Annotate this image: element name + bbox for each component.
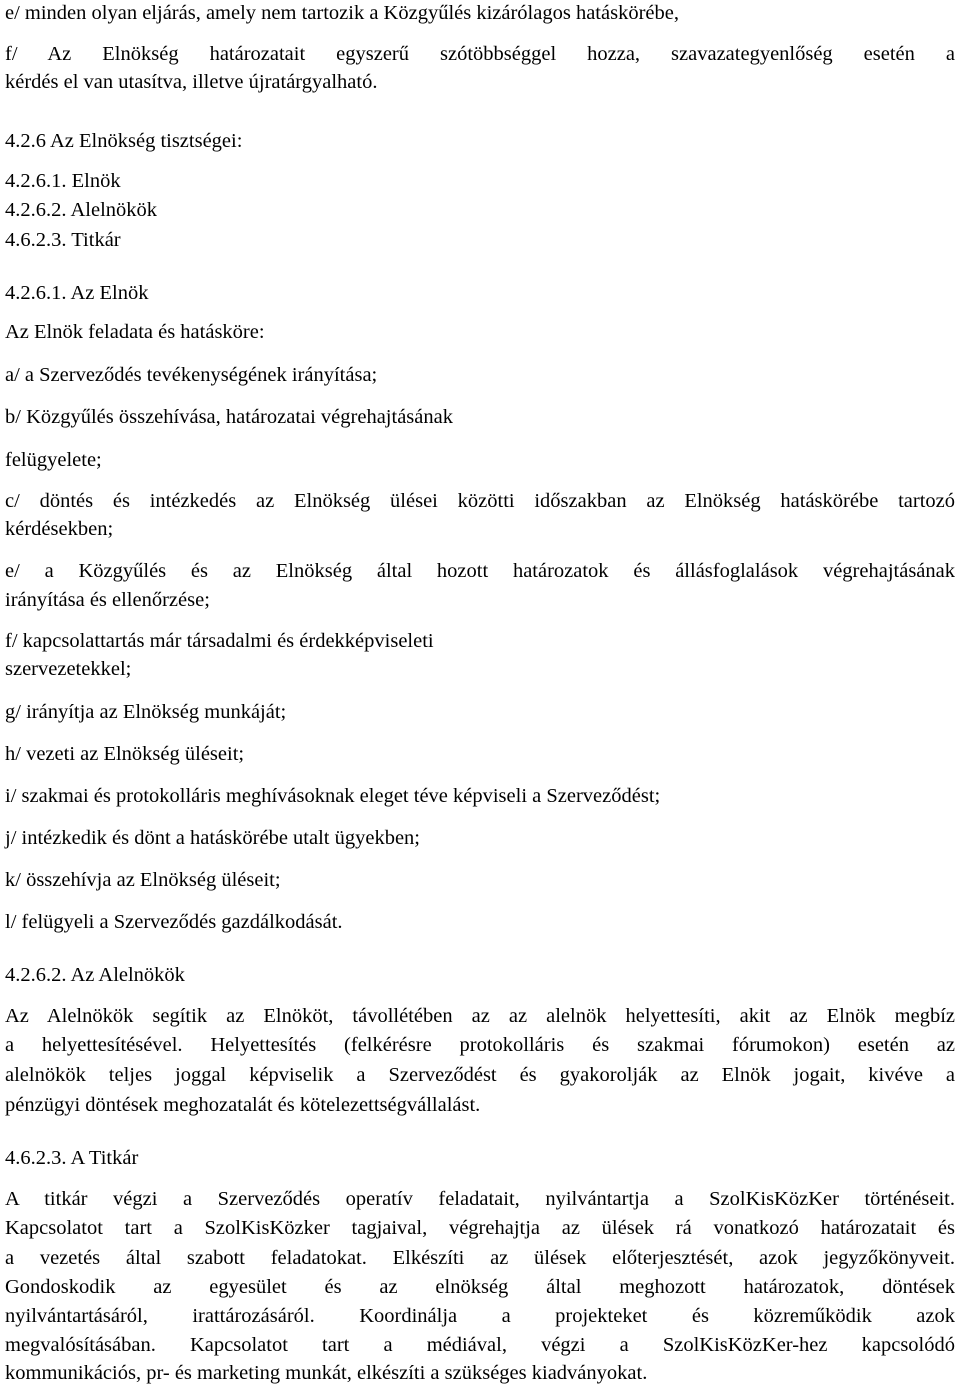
paragraph-line: Gondoskodik az egyesület és az elnökség által meghozott határozatok, döntések <box>5 1276 955 1298</box>
section-heading: 4.2.6.2. Az Alelnökök <box>5 964 185 986</box>
list-item: l/ felügyeli a Szerveződés gazdálkodását. <box>5 911 343 933</box>
list-item: f/ kapcsolattartás már társadalmi és érdekképviseleti <box>5 630 434 652</box>
list-item: g/ irányítja az Elnökség munkáját; <box>5 701 287 723</box>
list-item: 4.6.2.3. Titkár <box>5 229 121 251</box>
list-item: a/ a Szerveződés tevékenységének irányítása; <box>5 364 378 386</box>
text-line: felügyelete; <box>5 449 102 471</box>
section-heading: 4.2.6.1. Az Elnök <box>5 282 149 304</box>
list-item: k/ összehívja az Elnökség üléseit; <box>5 869 281 891</box>
text-line: szervezetekkel; <box>5 658 132 680</box>
section-heading: 4.2.6 Az Elnökség tisztségei: <box>5 130 243 152</box>
text-line: kérdés el van utasítva, illetve újratárgyalható. <box>5 71 378 93</box>
list-item: i/ szakmai és protokolláris meghívásoknak eleget téve képviseli a Szerveződést; <box>5 785 661 807</box>
paragraph-line: pénzügyi döntések meghozatalát és kötelezettségvállalást. <box>5 1094 481 1116</box>
list-item: j/ intézkedik és dönt a hatáskörébe utalt ügyekben; <box>5 827 420 849</box>
list-item: h/ vezeti az Elnökség üléseit; <box>5 743 245 765</box>
paragraph-line: kommunikációs, pr- és marketing munkát, elkészíti a szükséges kiadványokat. <box>5 1362 648 1384</box>
paragraph-line: Kapcsolatot tart a SzolKisKözker tagjaival, végrehajtja az ülések rá vonatkozó határozatait és <box>5 1217 955 1239</box>
paragraph-line: alelnökök teljes joggal képviselik a Szerveződést és gyakorolják az Elnök jogait, kivéve a <box>5 1064 955 1086</box>
list-item: b/ Közgyűlés összehívása, határozatai végrehajtásának <box>5 406 453 428</box>
paragraph-line: nyilvántartásáról, irattározásáról. Koordinálja a projekteket és közreműködik azok <box>5 1305 955 1327</box>
text-line: f/ Az Elnökség határozatait egyszerű szótöbbséggel hozza, szavazategyenlőség esetén a <box>5 43 955 65</box>
text-line: e/ minden olyan eljárás, amely nem tartozik a Közgyűlés kizárólagos hatáskörébe, <box>5 2 679 24</box>
text-line: irányítása és ellenőrzése; <box>5 589 210 611</box>
paragraph-line: megvalósításában. Kapcsolatot tart a médiával, végzi a SzolKisKözKer-hez kapcsolódó <box>5 1334 955 1356</box>
paragraph-line: Az Alelnökök segítik az Elnököt, távollétében az az alelnök helyettesíti, akit az Elnök megbíz <box>5 1005 955 1027</box>
section-heading: 4.6.2.3. A Titkár <box>5 1147 139 1169</box>
list-item: e/ a Közgyűlés és az Elnökség által hozott határozatok és állásfoglalások végrehajtásának <box>5 560 955 582</box>
paragraph-line: a helyettesítésével. Helyettesítés (felkérésre protokolláris és szakmai fórumokon) esetén az <box>5 1034 955 1056</box>
list-item: c/ döntés és intézkedés az Elnökség ülései közötti időszakban az Elnökség hatáskörébe tartozó <box>5 490 955 512</box>
list-item: 4.2.6.2. Alelnökök <box>5 199 158 221</box>
text-line: kérdésekben; <box>5 518 114 540</box>
paragraph-line: A titkár végzi a Szerveződés operatív feladatait, nyilvántartja a SzolKisKözKer történéseit. <box>5 1188 955 1210</box>
list-item: 4.2.6.1. Elnök <box>5 170 121 192</box>
text-line: Az Elnök feladata és hatásköre: <box>5 321 265 343</box>
paragraph-line: a vezetés által szabott feladatokat. Elkészíti az ülések előterjesztését, azok jegyzőkönyveit. <box>5 1247 955 1269</box>
